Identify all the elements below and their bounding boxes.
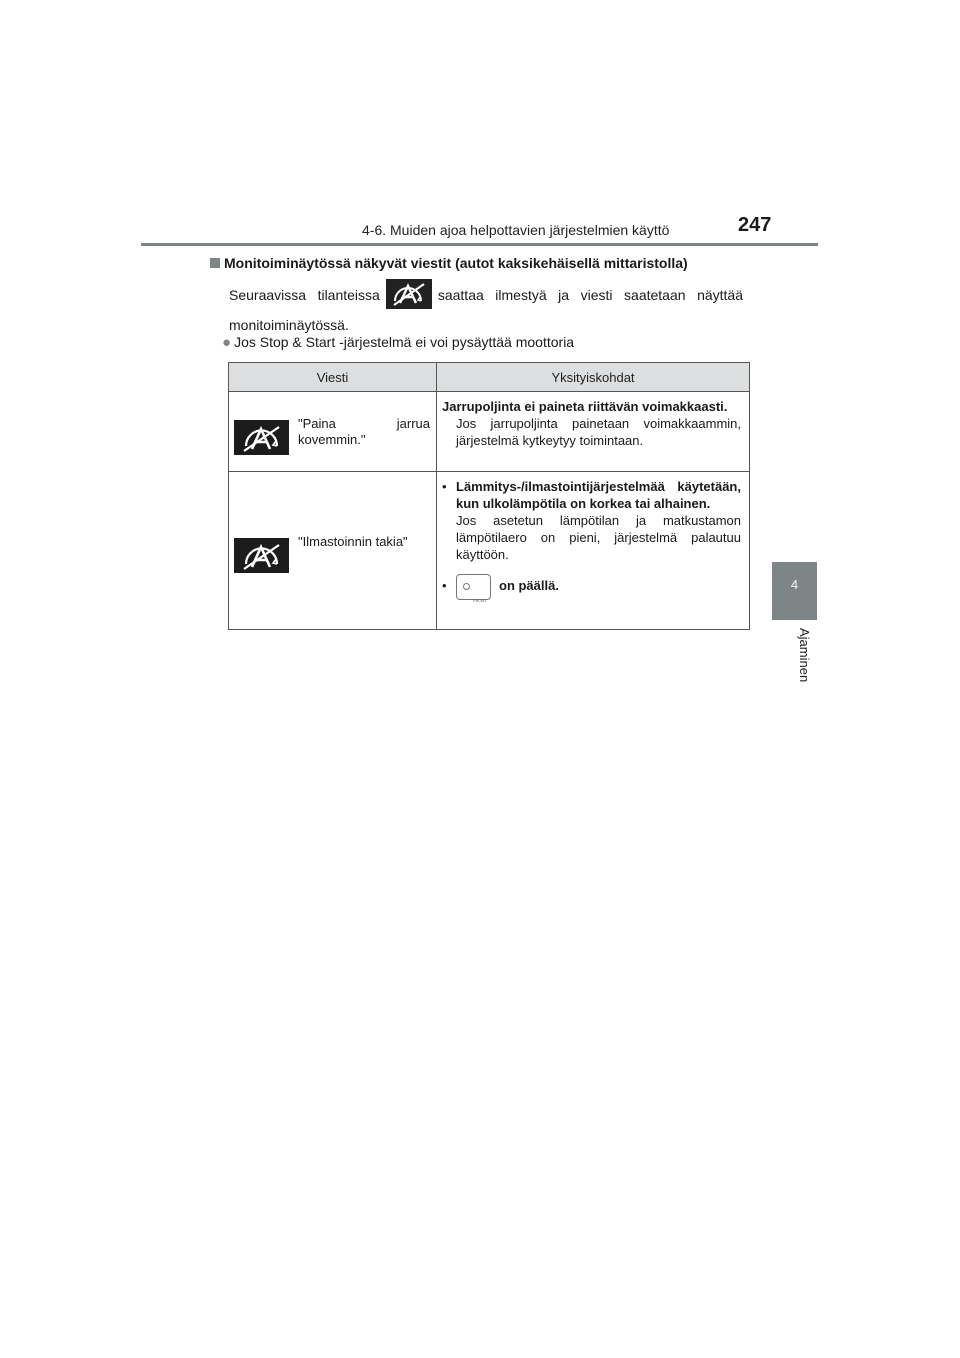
- stop-start-off-icon: [386, 279, 432, 309]
- square-bullet-icon: [210, 258, 220, 268]
- table-row: [229, 392, 750, 472]
- message-cell: [229, 472, 437, 630]
- header-rule: [141, 243, 818, 246]
- bullet-text: Jos Stop & Start -järjestelmä ei voi pysäyttää moottoria: [234, 334, 575, 350]
- header-title: 4-6. Muiden ajoa helpottavien järjestelmien käyttö: [362, 222, 670, 238]
- table-header-details: Yksityiskohdat: [437, 363, 750, 392]
- bullet-mark: •: [442, 578, 447, 593]
- intro-after: saattaa ilmestyä ja viesti saatetaan näyttää monitoiminäytössä.: [229, 287, 744, 334]
- detail-bold-text: Jarrupoljinta ei paineta riittävän voimakkaasti.: [442, 399, 728, 414]
- detail-text: Jos jarrupoljinta painetaan voimakkaammin, järjestelmä kytkeytyy toimintaan.: [456, 416, 741, 448]
- chapter-label: Ajaminen: [797, 628, 812, 683]
- message-text: "Paina jarrua kovemmin.": [298, 416, 430, 447]
- table-row: [229, 472, 750, 630]
- section-heading-text: Monitoiminäytössä näkyvät viestit (autot kaksikehäisellä mittaristolla): [224, 255, 688, 271]
- intro-paragraph: [229, 281, 743, 339]
- detail-bold-text: Lämmitys-/ilmastointijärjestelmää käytetään, kun ulkolämpötila on korkea tai alhainen.: [456, 479, 741, 511]
- front-button-label: FRONT: [473, 597, 487, 603]
- detail-bullet: [442, 478, 741, 563]
- front-defroster-button-icon: [456, 574, 491, 603]
- stop-start-off-icon: [234, 538, 289, 573]
- detail-bold-text-2: on päällä.: [499, 578, 559, 593]
- message-text: "Ilmastoinnin takia": [298, 534, 408, 549]
- detail-cell: [437, 392, 750, 472]
- page-number: 247: [738, 214, 772, 236]
- detail-text: Jos asetetun lämpötilan ja matkustamon lämpötilaero on pieni, järjestelmä palautuu käyttöön.: [456, 513, 741, 562]
- stop-start-off-icon: [234, 420, 289, 455]
- detail-bullet: [442, 573, 741, 603]
- table-header-message: Viesti: [229, 363, 437, 392]
- message-table: [228, 362, 750, 630]
- intro-before: Seuraavissa tilanteissa: [229, 287, 380, 303]
- detail-cell: [437, 472, 750, 630]
- chapter-tab: 4: [772, 562, 817, 620]
- detail-bold: [442, 398, 741, 415]
- section-heading: [210, 255, 750, 271]
- round-bullet-icon: ●: [222, 334, 232, 351]
- bullet-item: [222, 334, 574, 351]
- bullet-mark: •: [442, 479, 447, 494]
- message-cell: [229, 392, 437, 472]
- table-header-row: [229, 363, 750, 392]
